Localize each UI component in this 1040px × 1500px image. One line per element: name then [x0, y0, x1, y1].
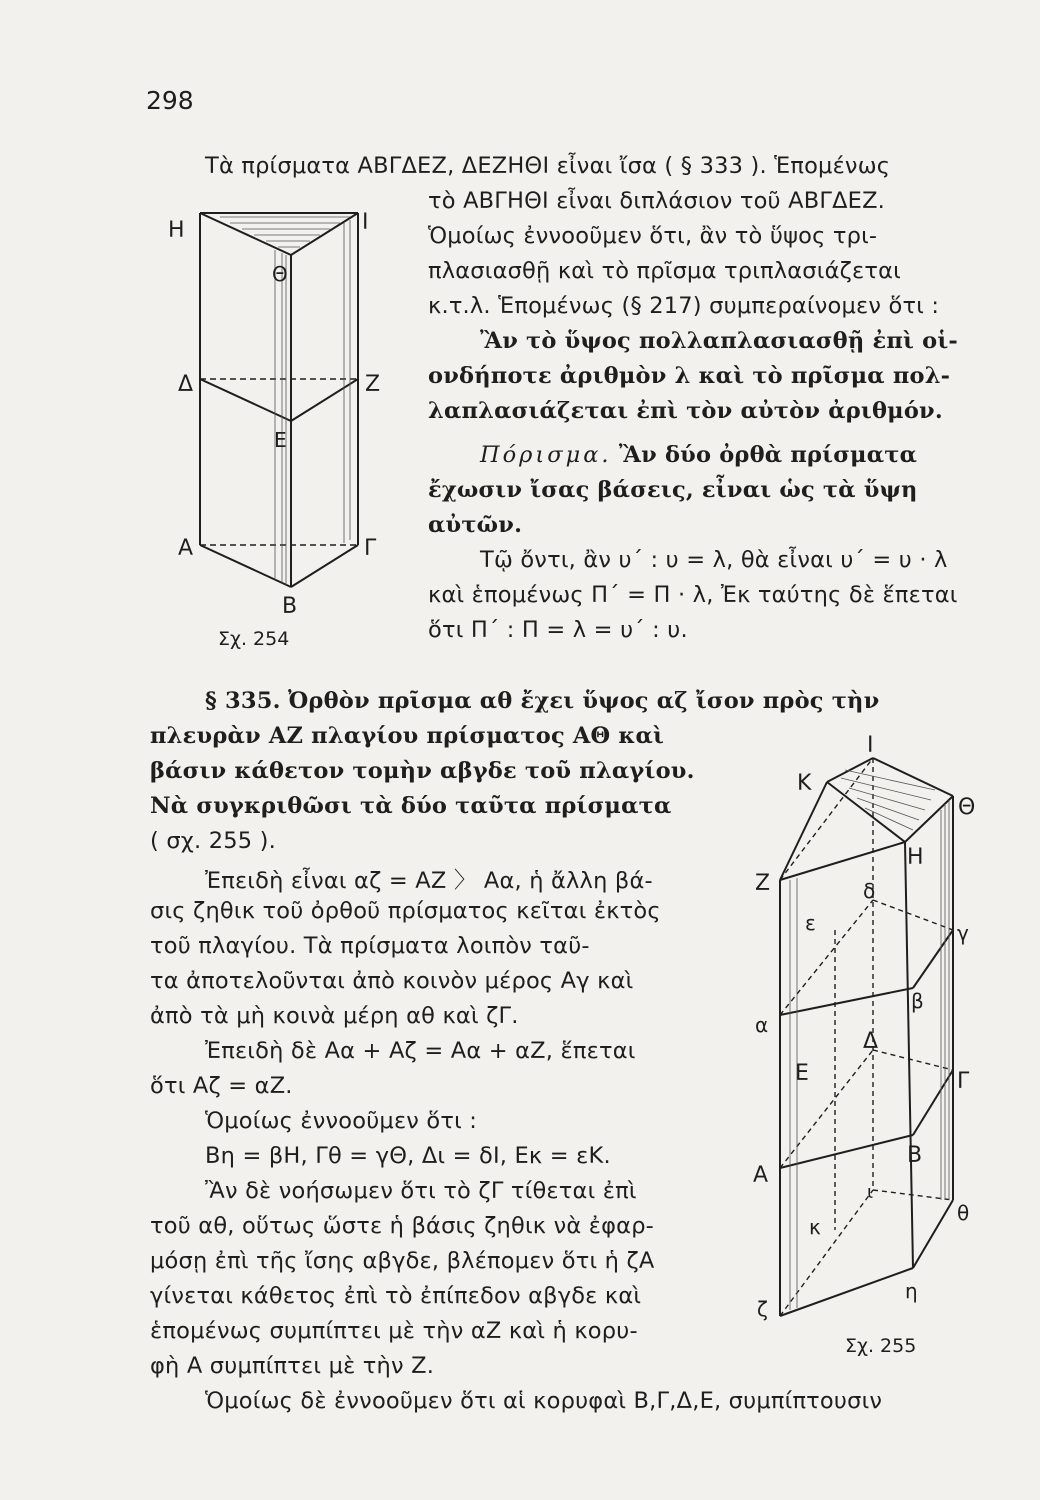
text-line-bold: αὐτῶν.	[428, 512, 523, 538]
porisma-text: Ἂν δύο ὀρθὰ πρίσματα	[618, 442, 918, 468]
fig254-label-E: Ε	[274, 428, 287, 452]
fig254-label-I: Ι	[362, 210, 369, 235]
fig255-label-gamma: γ	[957, 921, 969, 945]
text-line: γίνεται κάθετος ἐπὶ τὸ ἐπίπεδον αβγδε καὶ	[150, 1283, 642, 1309]
text-line: σις ζηθικ τοῦ ὀρθοῦ πρίσματος κεῖται ἐκτὸς	[150, 898, 661, 924]
fig254-label-Theta: Θ	[272, 262, 288, 286]
fig255-label-beta: β	[911, 989, 924, 1013]
fig255-label-H: Η	[907, 845, 924, 870]
section-number: § 335.	[205, 688, 281, 714]
text-line-bold: ονδήποτε ἀριθμὸν λ καὶ τὸ πρῖσμα πολ-	[428, 363, 951, 389]
fig255-label-Theta: Θ	[958, 795, 976, 820]
fig255-label-delta: δ	[863, 879, 876, 903]
figure-255-caption: Σχ. 255	[845, 1335, 917, 1357]
text-line: ἀπὸ τὰ μὴ κοινὰ μέρη αθ καὶ ζΓ.	[150, 1003, 519, 1029]
figure-254	[160, 195, 390, 645]
fig254-label-Z: Ζ	[365, 372, 381, 397]
text-line: ( σχ. 255 ).	[150, 828, 276, 854]
fig255-label-theta: θ	[957, 1201, 970, 1225]
page-number: 298	[146, 86, 194, 115]
text-line-bold: πλευρὰν ΑΖ πλαγίου πρίσματος ΑΘ καὶ	[150, 723, 665, 749]
fig254-label-B: Β	[282, 594, 298, 619]
text-line: τὸ ΑΒΓΗΘΙ εἶναι διπλάσιον τοῦ ΑΒΓΔΕΖ.	[428, 188, 886, 214]
text-line-bold: λαπλασιάζεται ἐπὶ τὸν αὐτὸν ἀριθμόν.	[428, 398, 943, 424]
fig255-label-B: Β	[907, 1143, 923, 1168]
fig255-label-epsilon: ε	[805, 911, 816, 935]
fig254-label-Delta: Δ	[178, 372, 194, 397]
text-line: Τῷ ὄντι, ἂν υ΄ : υ = λ, θὰ εἶναι υ΄ = υ · λ	[480, 547, 948, 573]
text-line: Ἐπειδὴ εἶναι αζ = ΑΖ 〉 Αα, ἡ ἄλλη βά-	[205, 868, 653, 894]
text-line: κ.τ.λ. Ἑπομένως (§ 217) συμπεραίνομεν ὅτι :	[428, 293, 940, 319]
text-line: καὶ ἑπομένως Π΄ = Π · λ, Ἐκ ταύτης δὲ ἕπεται	[428, 582, 958, 608]
section-statement: Ὀρθὸν πρῖσμα αθ ἔχει ὕψος αζ ἴσον πρὸς τὴν	[287, 688, 880, 714]
text-line	[480, 442, 917, 468]
text-line: μόσῃ ἐπὶ τῆς ἴσης αβγδε, βλέπομεν ὅτι ἡ ζΑ	[150, 1248, 655, 1274]
fig255-label-kappa: κ	[809, 1215, 821, 1239]
fig254-label-H: Η	[168, 218, 185, 243]
fig255-label-zeta: ζ	[757, 1297, 768, 1321]
fig255-label-I: Ι	[867, 733, 874, 758]
fig254-label-G: Γ	[364, 536, 377, 561]
fig255-label-G: Γ	[957, 1069, 970, 1094]
text-line: πλασιασθῇ καὶ τὸ πρῖσμα τριπλασιάζεται	[428, 258, 901, 284]
fig255-label-K: Κ	[797, 771, 812, 796]
text-line-bold: Νὰ συγκριθῶσι τὰ δύο ταῦτα πρίσματα	[150, 793, 672, 819]
fig255-label-alpha: α	[755, 1013, 769, 1037]
porisma-label: Πόρισμα.	[480, 442, 612, 468]
fig255-label-Z: Ζ	[755, 871, 771, 896]
text-line: Ὁμοίως δὲ ἐννοοῦμεν ὅτι αἱ κορυφαὶ Β,Γ,Δ,Ε, συμπίπτουσιν	[205, 1388, 883, 1414]
fig255-label-iota: ι	[867, 1182, 874, 1203]
section-heading	[205, 688, 879, 714]
text-line: τοῦ πλαγίου. Τὰ πρίσματα λοιπὸν ταῦ-	[150, 933, 590, 959]
text-line: ὅτι Π΄ : Π = λ = υ΄ : υ.	[428, 617, 688, 643]
text-line: ὅτι Αζ = αΖ.	[150, 1073, 293, 1099]
text-line-bold: βάσιν κάθετον τομὴν αβγδε τοῦ πλαγίου.	[150, 758, 695, 784]
text-line: Ὁμοίως ἐννοοῦμεν ὅτι :	[205, 1108, 478, 1134]
fig254-label-A: Α	[178, 536, 194, 561]
text-line-bold: Ἂν τὸ ὕψος πολλαπλασιασθῇ ἐπὶ οἱ-	[480, 328, 958, 354]
fig255-label-eta: η	[905, 1279, 918, 1303]
text-line-bold: ἔχωσιν ἴσας βάσεις, εἶναι ὡς τὰ ὕψη	[428, 477, 918, 503]
fig255-label-E: Ε	[795, 1061, 809, 1086]
figure-254-caption: Σχ. 254	[218, 628, 290, 650]
figure-255	[745, 730, 995, 1330]
text-line: Ἂν δὲ νοήσωμεν ὅτι τὸ ζΓ τίθεται ἐπὶ	[205, 1178, 637, 1204]
text-line: τα ἀποτελοῦνται ἀπὸ κοινὸν μέρος Αγ καὶ	[150, 968, 634, 994]
text-line: Ὁμοίως ἐννοοῦμεν ὅτι, ἂν τὸ ὕψος τρι-	[428, 223, 878, 249]
text-line: Βη = βΗ, Γθ = γΘ, Δι = δΙ, Εκ = εΚ.	[205, 1143, 611, 1169]
text-line: τοῦ αθ, οὕτως ὥστε ἡ βάσις ζηθικ νὰ ἐφαρ-	[150, 1213, 654, 1239]
fig255-label-Delta: Δ	[863, 1029, 879, 1054]
text-line: Ἐπειδὴ δὲ Αα + Αζ = Αα + αΖ, ἕπεται	[205, 1038, 636, 1064]
text-line: ἑπομένως συμπίπτει μὲ τὴν αΖ καὶ ἡ κορυ-	[150, 1318, 638, 1344]
fig255-label-A: Α	[753, 1163, 769, 1188]
text-line: Τὰ πρίσματα ΑΒΓΔΕΖ, ΔΕΖΗΘΙ εἶναι ἴσα ( § 333 ). Ἑπομένως	[205, 153, 891, 179]
text-line: φὴ Α συμπίπτει μὲ τὴν Ζ.	[150, 1353, 435, 1379]
